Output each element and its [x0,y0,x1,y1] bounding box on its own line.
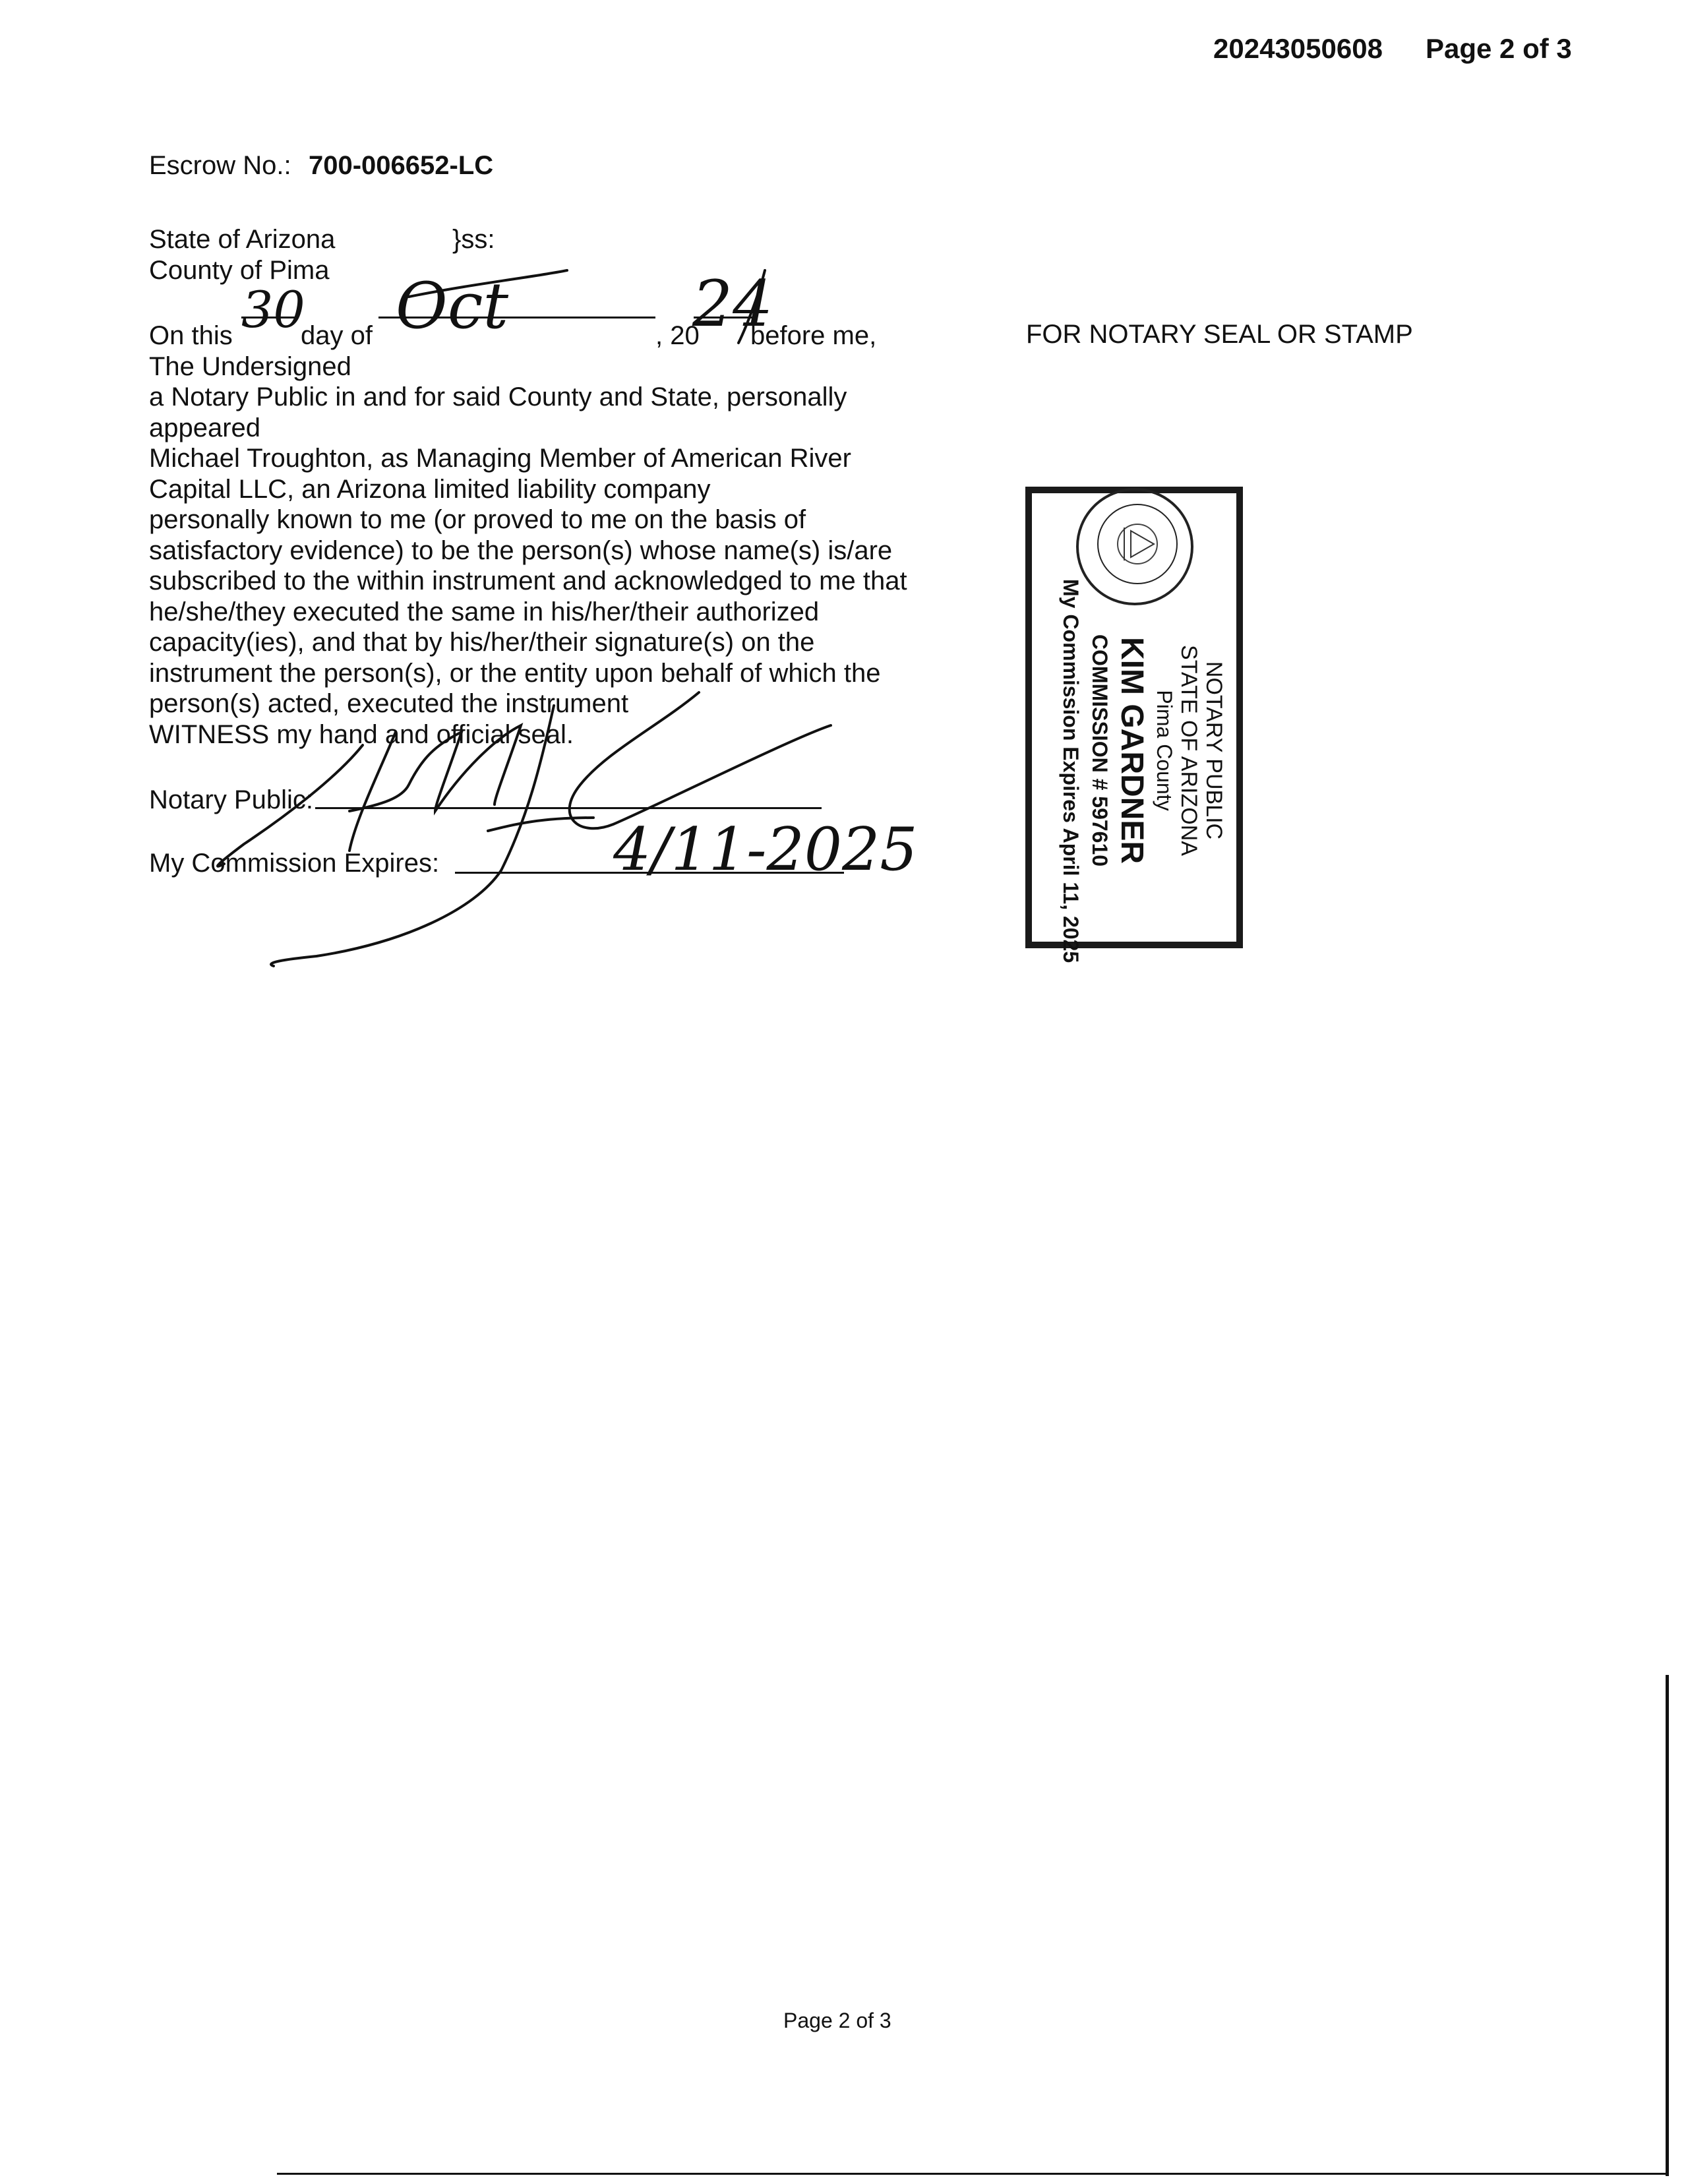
document-number: 20243050608 [1213,33,1383,64]
ack-line: he/she/they executed the same in his/her/their authorized [149,597,820,626]
ack-line: Michael Troughton, as Managing Member of American River [149,444,851,473]
on-this-label: On this [149,321,233,350]
venue-ss: }ss: [452,225,495,254]
year-handwritten: 24 [692,267,773,341]
stamp-name: KIM GARDNER [1114,637,1149,864]
day-of-label: day of [301,321,373,350]
footer-page-label: Page 2 of 3 [783,2009,891,2032]
ack-line: personally known to me (or proved to me on the basis of [149,505,806,534]
month-handwritten: Oct [396,269,509,343]
before-me-label: before me, [750,321,877,350]
ack-line: WITNESS my hand and official seal. [149,720,574,749]
escrow-label: Escrow No.: [149,151,291,180]
header-page-label: Page 2 of 3 [1426,33,1572,64]
ack-line: The Undersigned [149,352,351,381]
great-seal-icon [1076,488,1193,605]
stamp-commission: COMMISSION # 597610 [1088,634,1112,867]
commission-expires-label: My Commission Expires: [149,849,440,878]
date-flourish [369,257,963,349]
stamp-expires: My Commission Expires April 11, 2025 [1059,579,1083,963]
notary-seal-label: FOR NOTARY SEAL OR STAMP [1026,320,1413,349]
bottom-edge-line [277,2173,1668,2175]
ack-line: instrument the person(s), or the entity upon behalf of which the [149,659,881,688]
venue-state: State of Arizona [149,225,336,254]
notary-stamp [1025,487,1243,963]
ack-line: Capital LLC, an Arizona limited liability company [149,475,711,504]
ack-line: satisfactory evidence) to be the person(s) whose name(s) is/are [149,536,893,565]
year-prefix: , 20 [655,321,700,350]
ack-line: subscribed to the within instrument and acknowledged to me that [149,566,907,595]
notary-public-label: Notary Public: [149,785,313,814]
notary-signature [185,653,910,983]
stamp-state: STATE OF ARIZONA [1176,645,1201,856]
stamp-county: Pima County [1153,690,1176,811]
ack-line: a Notary Public in and for said County and State, personally [149,382,847,411]
right-edge-line [1666,1675,1669,2176]
venue-county: County of Pima [149,256,330,285]
ack-line: capacity(ies), and that by his/her/their signature(s) on the [149,628,815,657]
escrow-number: 700-006652-LC [309,151,494,180]
expires-handwritten: 4/11-2025 [613,815,918,884]
stamp-title: NOTARY PUBLIC [1201,661,1226,840]
ack-line: person(s) acted, executed the instrument [149,689,629,718]
day-handwritten: 30 [241,280,305,339]
ack-line: appeared [149,413,261,442]
